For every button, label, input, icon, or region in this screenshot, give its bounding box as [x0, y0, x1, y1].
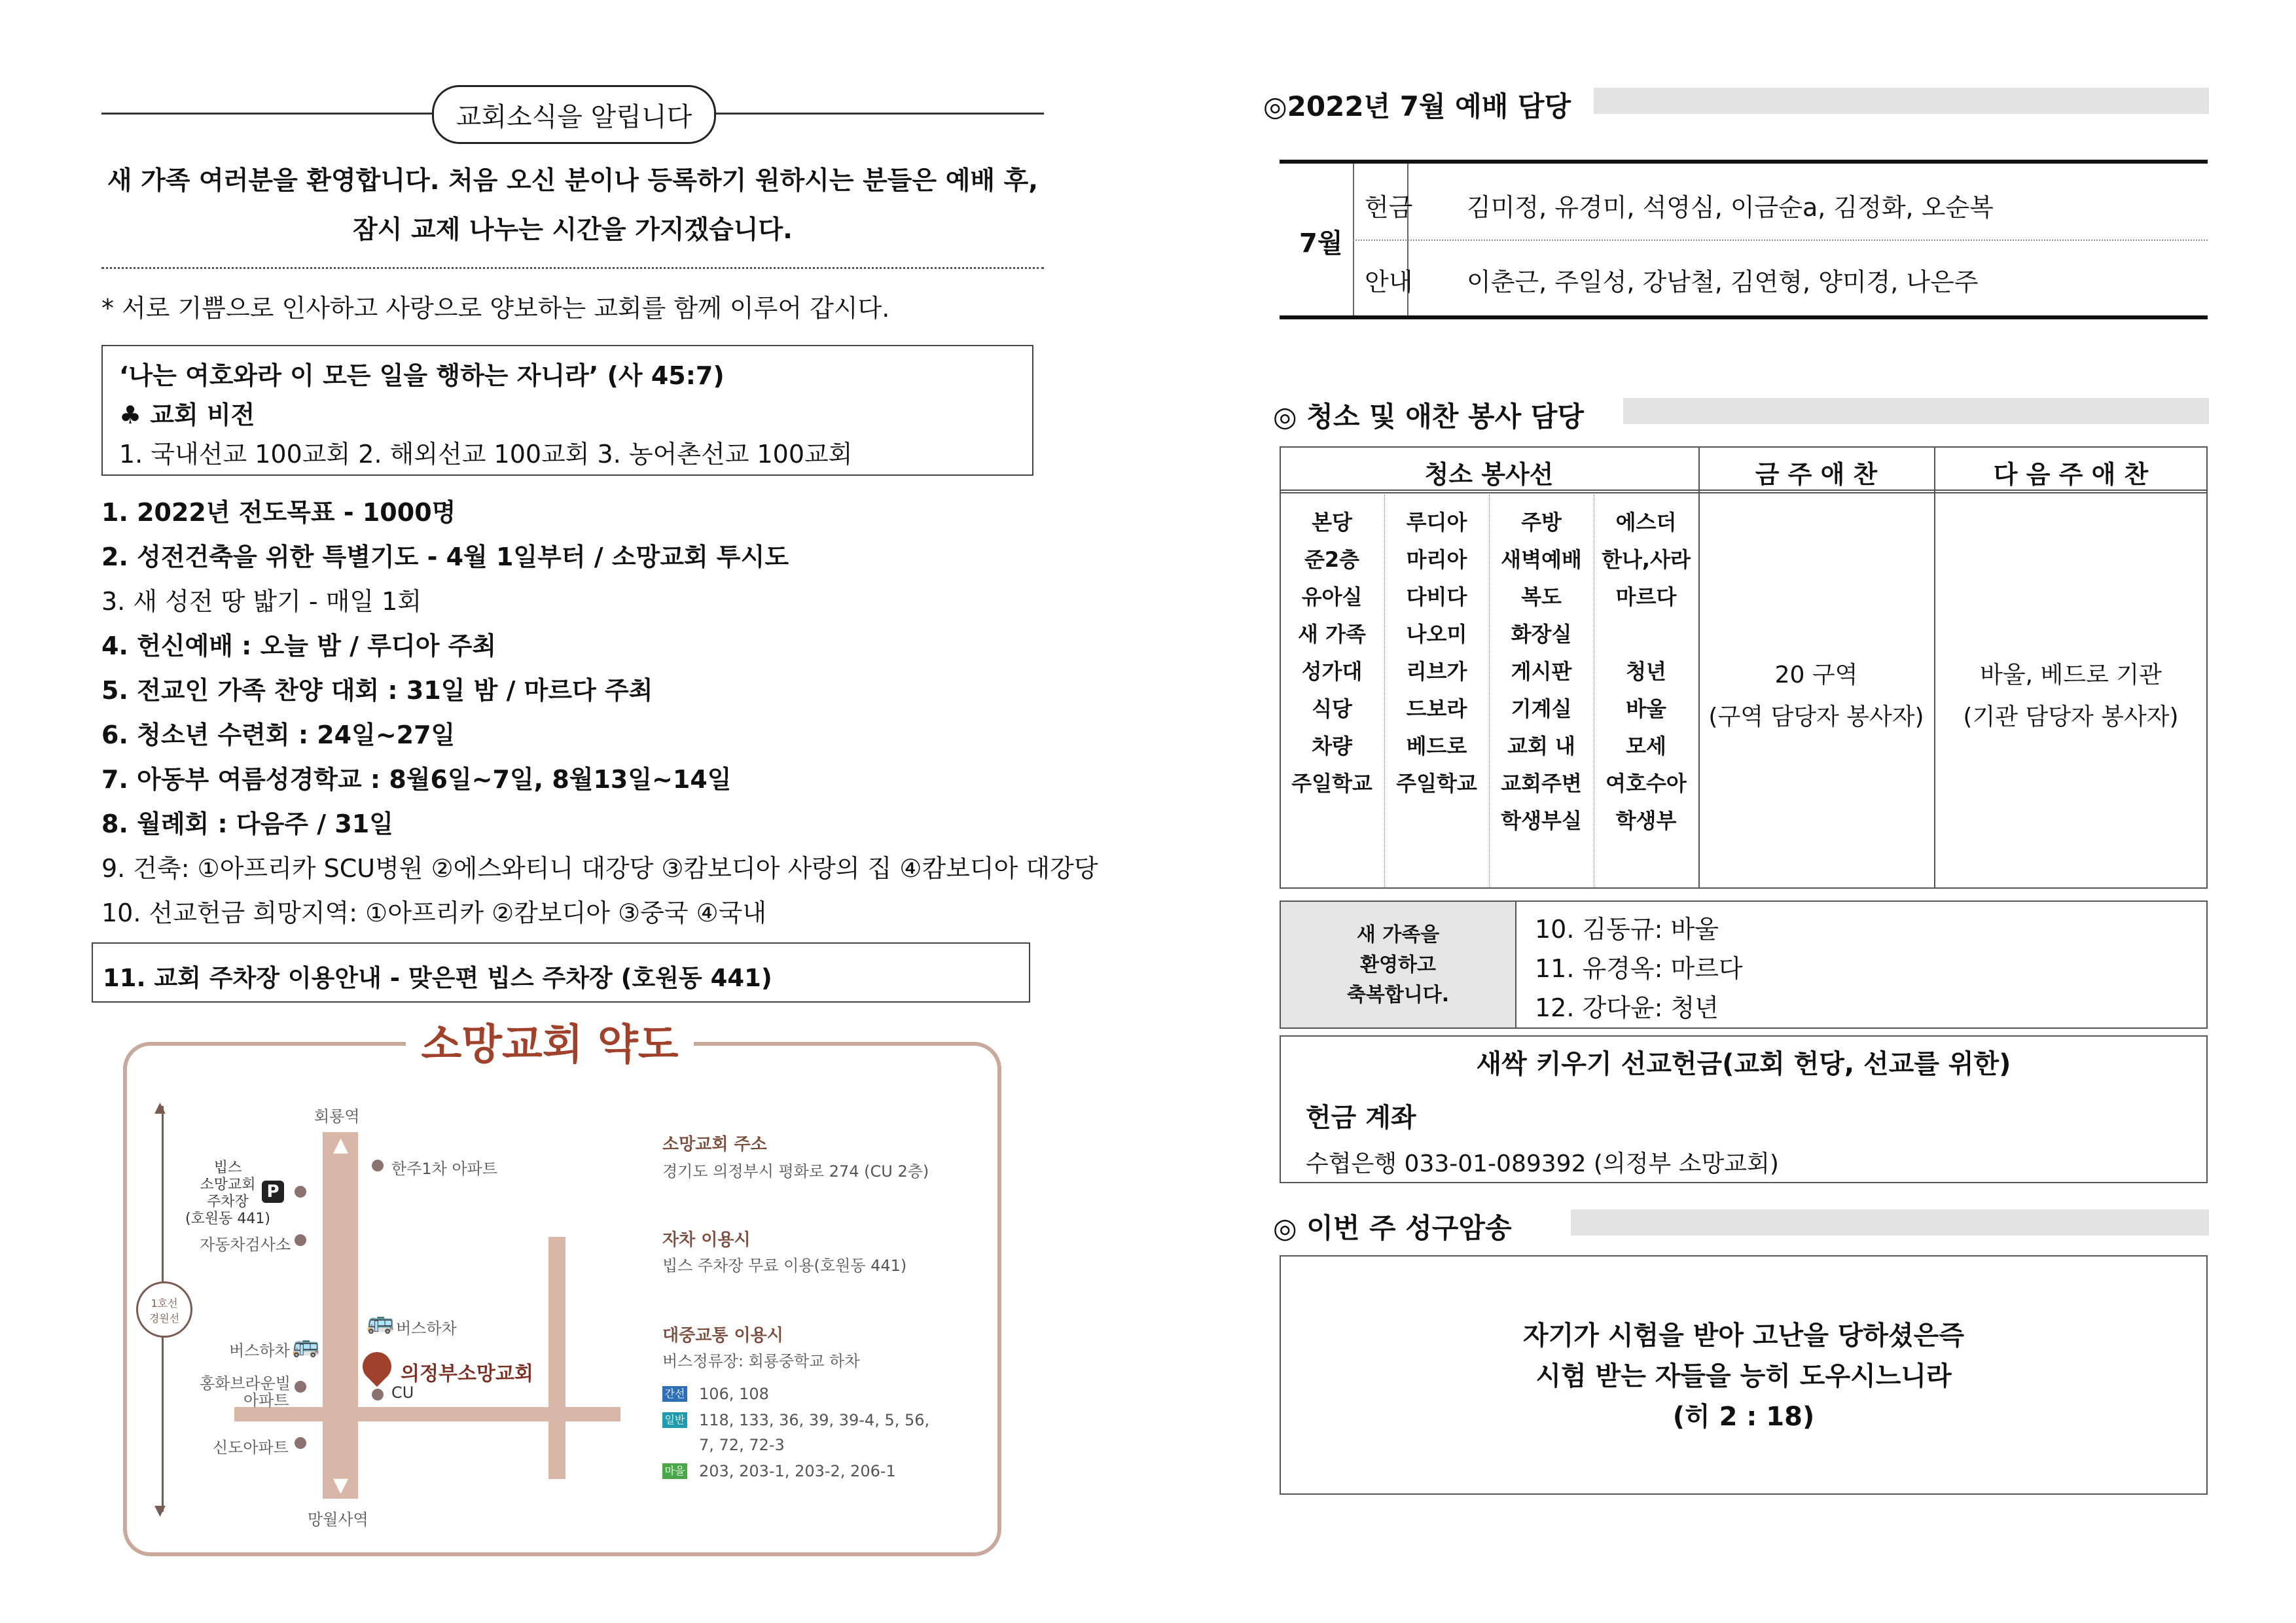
cleaning-column: 에스더 한나,사라 마르다 청년 바울 모세 여호수아 학생부: [1602, 510, 1691, 833]
list-item: 11. 유경옥: 마르다: [1535, 954, 1743, 983]
list-item: 12. 강다윤: 청년: [1535, 993, 1719, 1022]
news-item: 3. 새 성전 땅 밟기 - 매일 1회: [101, 587, 422, 616]
south-station: 망월사역: [308, 1510, 368, 1529]
next-week-meal: 바울, 베드로 기관 (기관 담당자 봉사자): [1963, 662, 2179, 730]
title-bar: [1594, 88, 2209, 114]
address-heading: 소망교회 주소: [662, 1135, 767, 1154]
cross-road: [234, 1407, 620, 1421]
church-name: 의정부소망교회: [401, 1363, 533, 1385]
bus-stop-left-label: 버스하차: [229, 1342, 290, 1360]
map-dot: [295, 1381, 306, 1393]
welcome-line-2: 잠시 교제 나누는 시간을 가지겠습니다.: [353, 215, 793, 245]
cleaning-title: ◎ 청소 및 애찬 봉사 담당: [1273, 401, 1584, 433]
bus-icon: 🚌: [292, 1332, 320, 1359]
parking-info: 11. 교회 주차장 이용안내 - 맞은편 빕스 주차장 (호원동 441): [103, 964, 772, 992]
map-title: 소망교회 약도: [406, 1016, 694, 1075]
car-inspection-label: 자동차검사소: [200, 1236, 291, 1254]
apt-left-label-2: 아파트: [243, 1391, 289, 1410]
new-family-label: 새 가족을 환영하고 축복합니다.: [1346, 923, 1450, 1007]
row-divider: [1353, 240, 2208, 241]
bus-line: 106, 108: [699, 1385, 769, 1403]
map-dot: [295, 1186, 306, 1198]
news-item: 4. 헌신예배 : 오늘 밤 / 루디아 주최: [101, 632, 497, 660]
worship-names: 이춘근, 주일성, 강남철, 김연형, 양미경, 나은주: [1467, 268, 1979, 296]
parking-label: 빕스 소망교회 주차장 (호원동 441): [185, 1160, 270, 1227]
address-text: 경기도 의정부시 평화로 274 (CU 2층): [662, 1162, 929, 1181]
bus-icon: 🚌: [367, 1309, 395, 1335]
memory-title: ◎ 이번 주 성구암송: [1273, 1212, 1512, 1244]
worship-role: 헌금: [1365, 193, 1413, 222]
offering-account-head: 헌금 계좌: [1306, 1103, 1416, 1133]
cleaning-column: 본당 준2층 유아실 새 가족 성가대 식당 차량 주일학교: [1291, 510, 1372, 796]
worship-month: 7월: [1299, 228, 1343, 259]
bus-line: 7, 72, 72-3: [699, 1436, 785, 1454]
worship-table: [1280, 160, 2208, 319]
vision-heading: ♣ 교회 비전: [119, 401, 255, 429]
news-item: 7. 아동부 여름성경학교 : 8월6일~7일, 8월13일~14일: [101, 765, 732, 794]
this-week-meal: 20 구역 (구역 담당자 봉사자): [1708, 662, 1924, 730]
main-road: [323, 1132, 358, 1499]
line-badge: 1호선 경원선: [136, 1281, 192, 1338]
title-bar: [1623, 398, 2209, 424]
vision-verse: ‘나는 여호와라 이 모든 일을 행하는 자니라’ (사 45:7): [119, 361, 725, 390]
news-item: 10. 선교헌금 희망지역: ①아프리카 ②캄보디아 ③중국 ④국내: [101, 899, 767, 927]
arrow-down-icon: ▼: [333, 1474, 349, 1497]
car-text: 빕스 주차장 무료 이용(호원동 441): [662, 1257, 907, 1275]
apt-left-label-1: 홍화브라운빌: [200, 1374, 291, 1393]
arrow-up-icon: ▲: [333, 1133, 349, 1156]
news-item: 2. 성전건축을 위한 특별기도 - 4월 1일부터 / 소망교회 투시도: [101, 543, 789, 571]
transit-stop: 버스정류장: 회룡중학교 하차: [662, 1352, 860, 1370]
worship-role: 안내: [1365, 268, 1413, 296]
rail-arrow-down-icon: ▼: [154, 1503, 166, 1519]
side-road: [548, 1237, 565, 1479]
cleaning-header: 금 주 애 찬: [1755, 460, 1878, 489]
cleaning-column: 주방 새벽예배 복도 화장실 게시판 기계실 교회 내 교회주변 학생부실: [1501, 510, 1582, 833]
greeting: * 서로 기쁨으로 인사하고 사랑으로 양보하는 교회를 함께 이루어 갑시다.: [101, 294, 890, 323]
vision-box: [101, 345, 1033, 476]
cleaning-header: 청소 봉사선: [1424, 460, 1554, 489]
news-item: 6. 청소년 수련회 : 24일~27일: [101, 721, 456, 749]
transit-heading: 대중교통 이용시: [662, 1326, 783, 1346]
bus-line: 118, 133, 36, 39, 39-4, 5, 56,: [699, 1411, 930, 1429]
map-dot: [295, 1437, 306, 1449]
cleaning-column: 루디아 마리아 다비다 나오미 리브가 드보라 베드로 주일학교: [1396, 510, 1477, 796]
map-dot: [295, 1234, 306, 1246]
bus-badge-general: 일반: [662, 1412, 687, 1428]
list-item: 10. 김동규: 바울: [1535, 915, 1719, 944]
worship-names: 김미정, 유경미, 석영심, 이금순a, 김정화, 오순복: [1467, 193, 1994, 222]
hanju-apt-label: 한주1차 아파트: [391, 1160, 498, 1178]
new-family-list: [1535, 910, 1743, 1027]
cleaning-header: 다 음 주 애 찬: [1993, 460, 2149, 489]
news-item: 8. 월례회 : 다음주 / 31일: [101, 810, 393, 838]
news-title: 교회소식을 알립니다: [432, 85, 716, 144]
memory-verse: 자기가 시험을 받아 고난을 당하셨은즉 시험 받는 자들을 능히 도우시느니라 (히 2 : 18): [1523, 1321, 1964, 1432]
vision-goals: 1. 국내선교 100교회 2. 해외선교 100교회 3. 농어촌선교 100교회: [119, 440, 853, 469]
news-item: 9. 건축: ①아프리카 SCU병원 ②에스와티니 대강당 ③캄보디아 사랑의 집 ④캄보디아 대강당: [101, 854, 1098, 883]
map-dot: [372, 1160, 384, 1171]
offering-account: 수협은행 033-01-089392 (의정부 소망교회): [1306, 1150, 1779, 1177]
news-item: 1. 2022년 전도목표 - 1000명: [101, 498, 456, 527]
dotted-divider: [101, 267, 1044, 269]
worship-title: ◎2022년 7월 예배 담당: [1263, 90, 1571, 122]
parking-icon: P: [262, 1181, 284, 1203]
welcome-line-1: 새 가족 여러분을 환영합니다. 처음 오신 분이나 등록하기 원하시는 분들은 예배 후,: [107, 166, 1039, 196]
title-bar: [1571, 1209, 2209, 1236]
news-item: 5. 전교인 가족 찬양 대회 : 31일 밤 / 마르다 주최: [101, 676, 653, 705]
map-dot: [372, 1389, 384, 1400]
offering-title: 새싹 키우기 선교헌금(교회 헌당, 선교를 위한): [1476, 1049, 2011, 1079]
rail-arrow-up-icon: ▲: [154, 1099, 166, 1116]
sindo-apt-label: 신도아파트: [213, 1438, 289, 1457]
bus-badge-village: 마을: [662, 1463, 687, 1479]
bus-line: 203, 203-1, 203-2, 206-1: [699, 1462, 896, 1480]
car-heading: 자차 이용시: [662, 1230, 751, 1250]
north-station: 회룡역: [314, 1107, 360, 1126]
bus-badge-trunk: 간선: [662, 1386, 687, 1402]
cu-label: CU: [391, 1383, 414, 1402]
parking-box: [92, 942, 1030, 1003]
bus-stop-right-label: 버스하차: [396, 1319, 457, 1338]
